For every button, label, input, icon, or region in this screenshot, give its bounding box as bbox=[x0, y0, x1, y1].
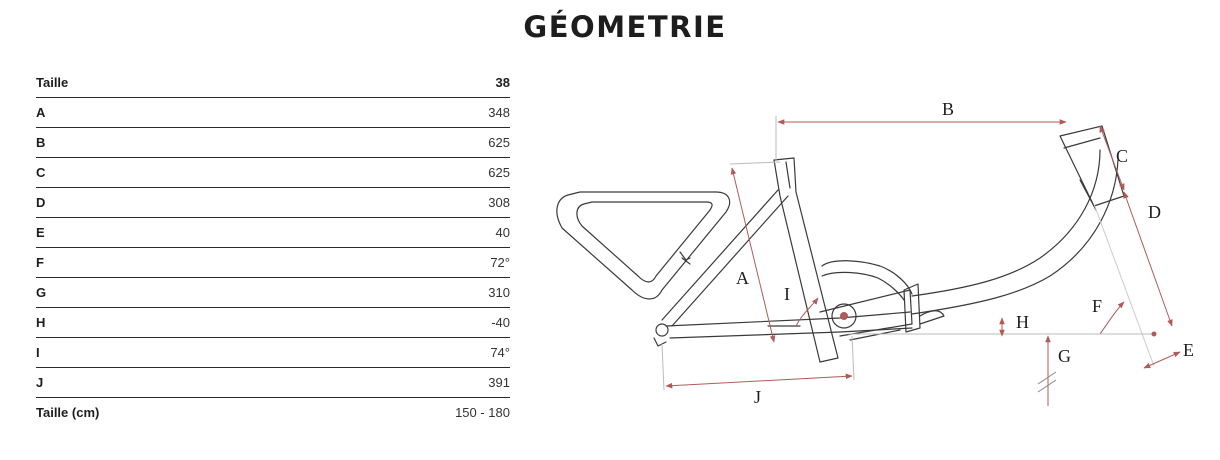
table-row bbox=[36, 278, 510, 308]
table-row bbox=[36, 128, 510, 158]
table-row bbox=[36, 188, 510, 218]
table-footer-row bbox=[36, 398, 510, 427]
frame-geometry-diagram bbox=[540, 80, 1220, 420]
label-a: A bbox=[736, 268, 749, 288]
size-range-label: Taille (cm) bbox=[36, 405, 100, 420]
size-header-value: 38 bbox=[495, 75, 510, 90]
table-row bbox=[36, 308, 510, 338]
row-label: C bbox=[36, 165, 46, 180]
dimension-lines bbox=[662, 116, 1180, 406]
label-e: E bbox=[1183, 340, 1194, 360]
label-b: B bbox=[942, 99, 955, 119]
row-label: B bbox=[36, 135, 46, 150]
row-label: A bbox=[36, 105, 46, 120]
row-label: F bbox=[36, 255, 44, 270]
label-c: C bbox=[1116, 146, 1129, 166]
page-title: GÉOMETRIE bbox=[523, 10, 727, 44]
table-row bbox=[36, 368, 510, 398]
row-value: 625 bbox=[488, 165, 510, 180]
table-row bbox=[36, 338, 510, 368]
row-value: 348 bbox=[488, 105, 510, 120]
row-label: I bbox=[36, 345, 40, 360]
label-i: I bbox=[784, 284, 790, 304]
label-f: F bbox=[1092, 296, 1103, 316]
table-row bbox=[36, 158, 510, 188]
size-header-label: Taille bbox=[36, 75, 69, 90]
row-value: -40 bbox=[491, 315, 510, 330]
table-header-row bbox=[36, 68, 510, 98]
row-value: 72° bbox=[490, 255, 510, 270]
row-label: H bbox=[36, 315, 46, 330]
size-range-value: 150 - 180 bbox=[455, 405, 510, 420]
table-row bbox=[36, 98, 510, 128]
row-value: 310 bbox=[488, 285, 510, 300]
row-label: E bbox=[36, 225, 45, 240]
label-h: H bbox=[1016, 312, 1029, 332]
row-value: 625 bbox=[488, 135, 510, 150]
label-g: G bbox=[1058, 346, 1071, 366]
row-value: 391 bbox=[488, 375, 510, 390]
row-value: 40 bbox=[495, 225, 510, 240]
label-j: J bbox=[754, 387, 762, 407]
row-label: D bbox=[36, 195, 46, 210]
label-d: D bbox=[1148, 202, 1161, 222]
table-row bbox=[36, 248, 510, 278]
row-value: 74° bbox=[490, 345, 510, 360]
table-row bbox=[36, 218, 510, 248]
row-value: 308 bbox=[488, 195, 510, 210]
row-label: J bbox=[36, 375, 44, 390]
row-label: G bbox=[36, 285, 47, 300]
geometry-table bbox=[36, 68, 510, 427]
bike-frame-outline bbox=[557, 126, 1124, 362]
